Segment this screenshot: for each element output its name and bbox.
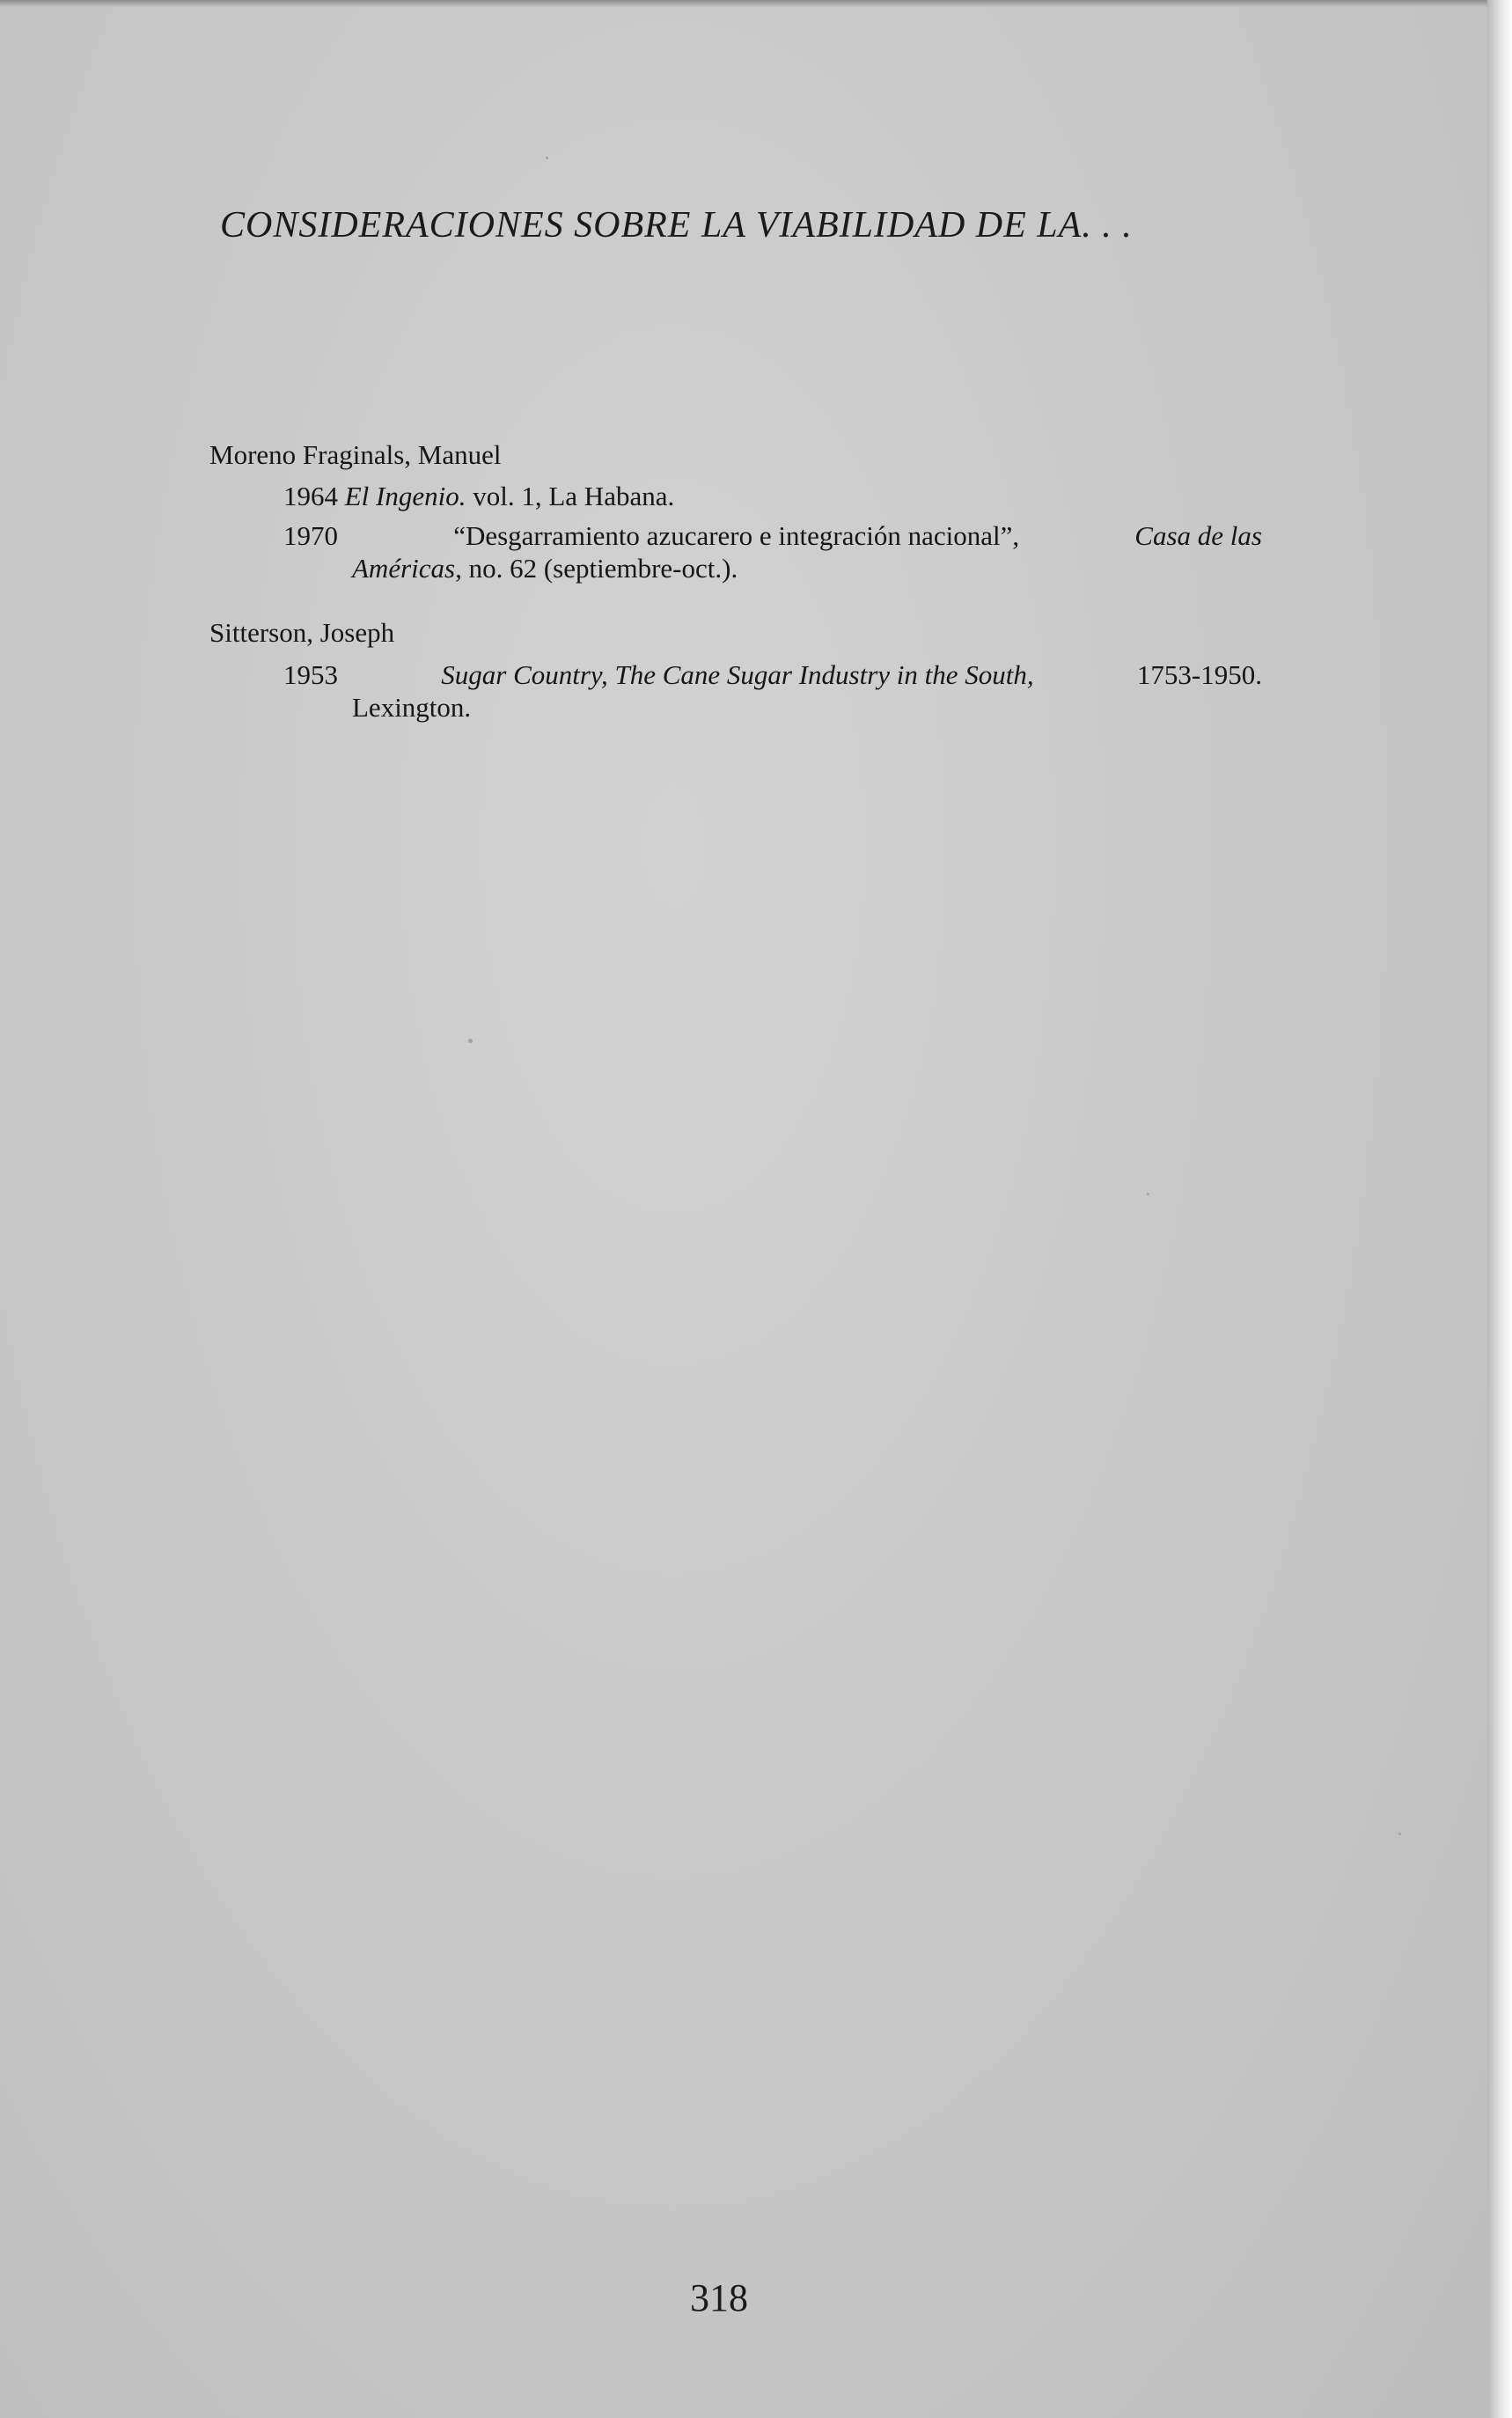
entry-details: 1753-1950.: [1136, 659, 1262, 690]
reference-author: Moreno Fraginals, Manuel: [209, 439, 502, 470]
entry-journal: Américas,: [352, 553, 462, 584]
scan-speck: [1147, 1193, 1149, 1195]
reference-entry: [283, 480, 1262, 512]
entry-details: no. 62 (septiembre-oct.).: [468, 553, 738, 584]
reference-author: Sitterson, Joseph: [209, 617, 395, 648]
scan-speck: [1398, 1833, 1401, 1835]
entry-first-line: [283, 658, 1262, 691]
entry-details: vol. 1, La Habana.: [473, 481, 675, 511]
page-number: 318: [690, 2276, 748, 2319]
page-top-edge: [0, 0, 1496, 7]
reference-entry: [283, 658, 1262, 724]
entry-year: 1964: [283, 481, 338, 511]
entry-journal: Casa de las: [1134, 520, 1262, 551]
scan-speck: [546, 157, 548, 159]
entry-continuation: Lexington.: [352, 692, 472, 723]
entry-article-title: “Desgarramiento azucarero e integración nacional”,: [453, 520, 1020, 551]
entry-title: Sugar Country, The Cane Sugar Industry in the South,: [441, 659, 1034, 690]
entry-year: 1970: [283, 520, 338, 551]
page-right-edge: [1487, 0, 1512, 2418]
running-head: CONSIDERACIONES SOBRE LA VIABILIDAD DE LA. . .: [220, 205, 1133, 246]
scan-speck: [468, 1039, 473, 1043]
entry-year: 1953: [283, 659, 338, 690]
reference-entry: [283, 519, 1262, 584]
entry-continuation: [283, 552, 1262, 584]
entry-title: El Ingenio.: [344, 481, 466, 511]
entry-first-line: [283, 519, 1262, 552]
